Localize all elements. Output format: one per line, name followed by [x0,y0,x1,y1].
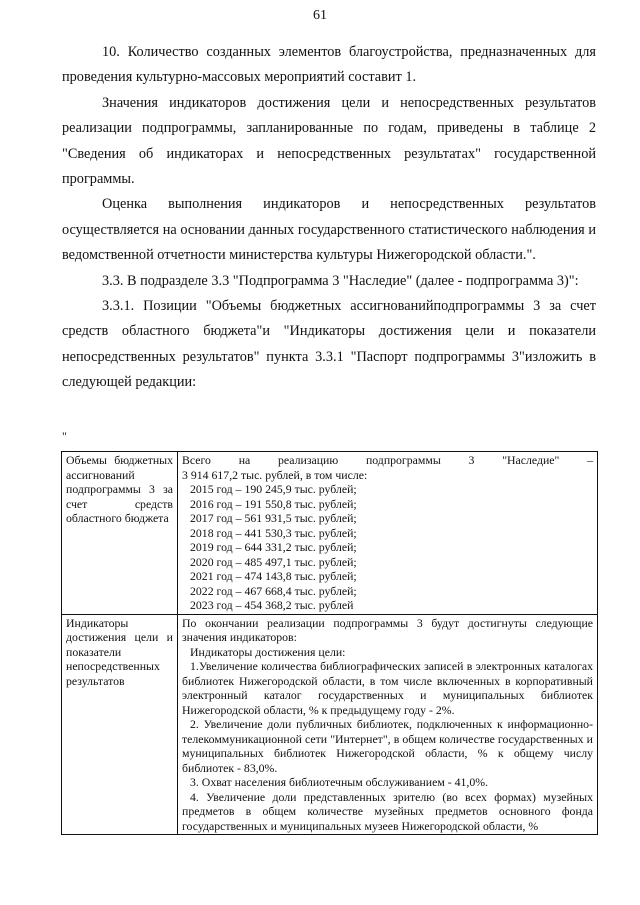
budget-year-line: 2016 год – 191 550,8 тыс. рублей; [190,496,357,511]
paragraph: 3.3.1. Позиции "Объемы бюджетных ассигнованийподпрограммы 3 за счет средств областного бюджета"и "Индикаторы достижения цели и показатели непосредственных результатов" пункта 3.3.1 "Паспорт подпрограммы 3"изложить в следующей редакции: [62,298,596,391]
indicator-item: 4. Увеличение доли представленных зрителю (во всех формах) музейных предметов в общем количестве музейных предметов основного фонда государственных и муниципальных музеев Нижегородской области, % [182,789,593,833]
budget-year-line: 2023 год – 454 368,2 тыс. рублей [190,598,354,612]
indicators-label-cell: Индикаторы достижения цели и показатели непосредственных результатов [62,614,178,835]
indicator-item: 2. Увеличение доли публичных библиотек, подключенных к информационно-телекоммуникационной сети "Интернет", в общем количестве государственных и муниципальных библиотек Нижегородской области, % к общему числу библиотек - 83,0%. [182,717,593,775]
indicator-item: 3. Охват населения библиотечным обслуживанием - 41,0%. [190,775,489,789]
budget-year-line: 2019 год – 644 331,2 тыс. рублей; [190,540,357,554]
budget-year-line: 2015 год – 190 245,9 тыс. рублей; [190,482,357,496]
paragraph: Оценка выполнения индикаторов и непосредственных результатов осуществляется на основании данных государственного статистического наблюдения и ведомственной отчетности министерства культуры Нижегородской области.". [62,196,596,264]
opening-quote: " [62,429,67,443]
budget-year-line: 2018 год – 441 530,3 тыс. рублей; [190,525,357,540]
paragraph: 10. Количество созданных элементов благоустройства, предназначенных для проведения культурно-массовых мероприятий составит 1. [62,44,596,86]
budget-year-line: 2022 год – 467 668,4 тыс. рублей; [190,583,357,598]
budget-value-cell [178,452,598,615]
paragraph: Значения индикаторов достижения цели и непосредственных результатов реализации подпрограммы, запланированные по годам, приведены в таблице 2 "Сведения об индикаторах и непосредственных результатах" государственной программы. [62,94,596,188]
budget-year-line: 2020 год – 485 497,1 тыс. рублей; [190,554,357,569]
indicator-item: 1.Увеличение количества библиографических записей в электронных каталогах библиотек Нижегородской области, в том числе включенных в корпоративный электронный каталог государственных и муниципальных библиотек Нижегородской области, % к предыдущему году - 2%. [182,659,593,717]
indicators-intro: По окончании реализации подпрограммы 3 будут достигнуты следующие значения индикаторов: [182,615,593,644]
table-row [62,614,598,835]
page-number: 61 [313,8,327,23]
budget-year-line: 2017 год – 561 931,5 тыс. рублей; [190,511,357,525]
indicators-heading: Индикаторы достижения цели: [190,644,346,659]
indicators-value-cell [178,614,598,835]
budget-year-line: 2021 год – 474 143,8 тыс. рублей; [190,569,357,583]
passport-table [61,451,598,835]
body-text [62,40,596,396]
budget-label-cell: Объемы бюджетных ассигнований подпрограммы 3 за счет средств областного бюджета [62,452,178,615]
budget-total-line: Всего на реализацию подпрограммы 3 "Наследие" – [182,453,593,467]
table-row [62,452,598,615]
budget-total-amount: 3 914 617,2 тыс. рублей, в том числе: [182,467,368,482]
paragraph: 3.3. В подразделе 3.3 "Подпрограмма 3 "Наследие" (далее - подпрограмма 3)": [102,272,579,289]
